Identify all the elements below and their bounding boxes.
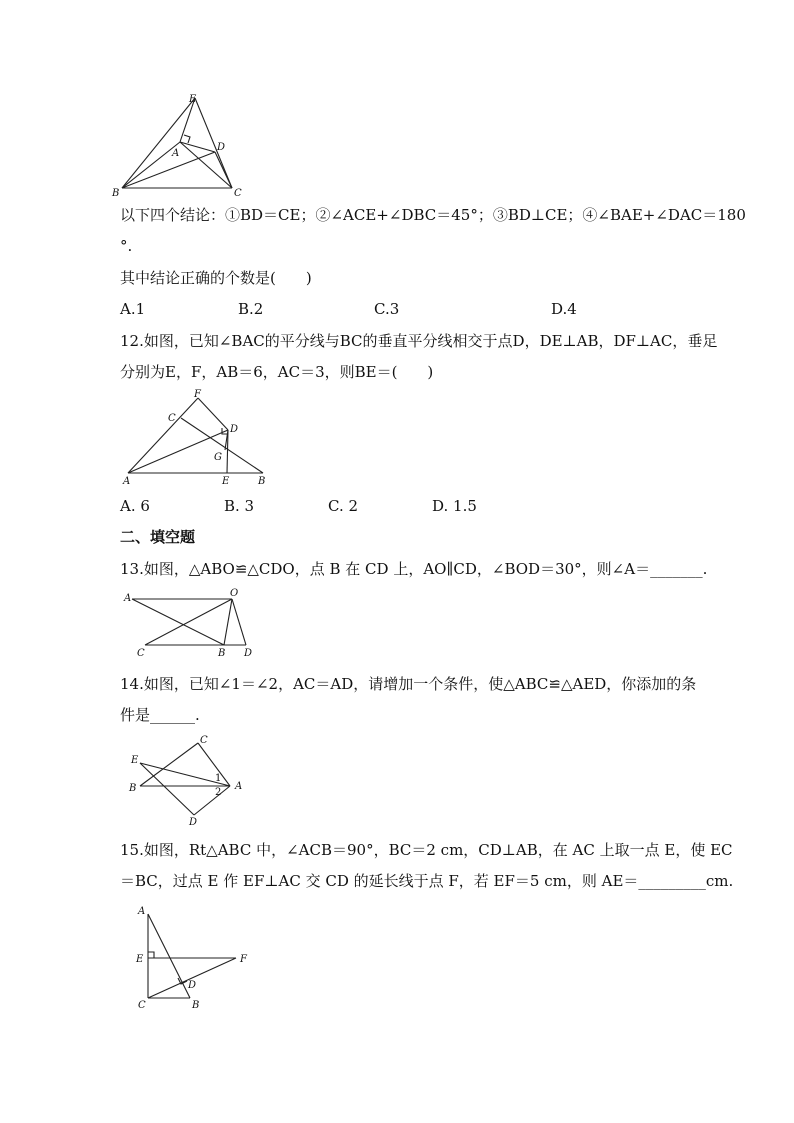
- fig11-label-A: A: [172, 148, 180, 159]
- q14-stem-line2: 件是______.: [120, 706, 200, 724]
- fig14-label-C: C: [200, 735, 208, 746]
- q11-option-c: C.3: [374, 300, 400, 318]
- figure-q12: [118, 388, 278, 488]
- fig11-label-B: B: [112, 188, 120, 199]
- fig13-label-C: C: [137, 648, 145, 659]
- q15-stem-line2: ＝BC，过点 E 作 EF⊥AC 交 CD 的延长线于点 F，若 EF＝5 cm，则 AE＝_________cm.: [120, 872, 734, 890]
- fig12-label-C: C: [168, 413, 176, 424]
- fig12-label-D: D: [230, 424, 239, 435]
- q14-stem-line1: 14.如图，已知∠1＝∠2，AC＝AD，请增加一个条件，使△ABC≌△AED，你添加的条: [120, 675, 697, 693]
- fig15-label-F: F: [240, 954, 247, 965]
- fig15-label-A: A: [138, 906, 146, 917]
- q12-option-d: D. 1.5: [432, 497, 477, 515]
- fig13-label-D: D: [244, 648, 253, 659]
- fig14-label-E: E: [131, 755, 139, 766]
- q12-stem-line1: 12.如图，已知∠BAC的平分线与BC的垂直平分线相交于点D，DE⊥AB，DF⊥AC，垂足: [120, 332, 718, 350]
- q11-option-d: D.4: [551, 300, 577, 318]
- fig12-label-B: B: [258, 476, 266, 487]
- q15-stem-line1: 15.如图，Rt△ABC 中，∠ACB＝90°，BC＝2 cm，CD⊥AB，在 AC 上取一点 E，使 EC: [120, 841, 733, 859]
- q11-question: 其中结论正确的个数是( ): [120, 269, 312, 287]
- fig12-label-A: A: [123, 476, 131, 487]
- fig11-label-D: D: [217, 142, 226, 153]
- fig15-label-C: C: [138, 1000, 146, 1011]
- fig13-label-B: B: [218, 648, 226, 659]
- q11-option-a: A.1: [120, 300, 146, 318]
- figure-q11: [110, 90, 260, 200]
- q11-option-b: B.2: [238, 300, 264, 318]
- fig14-label-D: D: [189, 817, 198, 828]
- q12-stem-line2: 分别为E，F，AB＝6，AC＝3，则BE＝( ): [120, 363, 434, 381]
- fig14-label-B: B: [129, 783, 137, 794]
- fig15-label-D: D: [188, 980, 197, 991]
- fig12-label-E: E: [222, 476, 230, 487]
- fig13-label-A: A: [124, 593, 132, 604]
- q13-stem: 13.如图，△ABO≌△CDO，点 B 在 CD 上，AO∥CD，∠BOD＝30°，则∠A＝_______.: [120, 560, 708, 578]
- fig14-angle-2: 2: [215, 787, 222, 798]
- q12-option-a: A. 6: [120, 497, 150, 515]
- q12-option-b: B. 3: [224, 497, 255, 515]
- fig14-angle-1: 1: [215, 773, 222, 784]
- section-title: 二、填空题: [120, 528, 196, 546]
- figure-q14: [126, 733, 256, 828]
- q11-conclusions: 以下四个结论：①BD＝CE；②∠ACE+∠DBC＝45°；③BD⊥CE；④∠BAE+∠DAC＝180: [120, 206, 746, 224]
- fig15-label-E: E: [136, 954, 144, 965]
- q12-option-c: C. 2: [328, 497, 359, 515]
- fig11-label-E: E: [189, 94, 197, 105]
- fig13-label-O: O: [230, 588, 239, 599]
- fig11-label-C: C: [234, 188, 242, 199]
- fig15-label-B: B: [192, 1000, 200, 1011]
- q11-conclusions-cont: °.: [120, 237, 133, 255]
- figure-q15: [132, 902, 262, 1012]
- fig12-label-F: F: [194, 389, 201, 400]
- fig14-label-A: A: [235, 781, 243, 792]
- figure-q13: [120, 585, 260, 660]
- fig12-label-G: G: [214, 452, 222, 463]
